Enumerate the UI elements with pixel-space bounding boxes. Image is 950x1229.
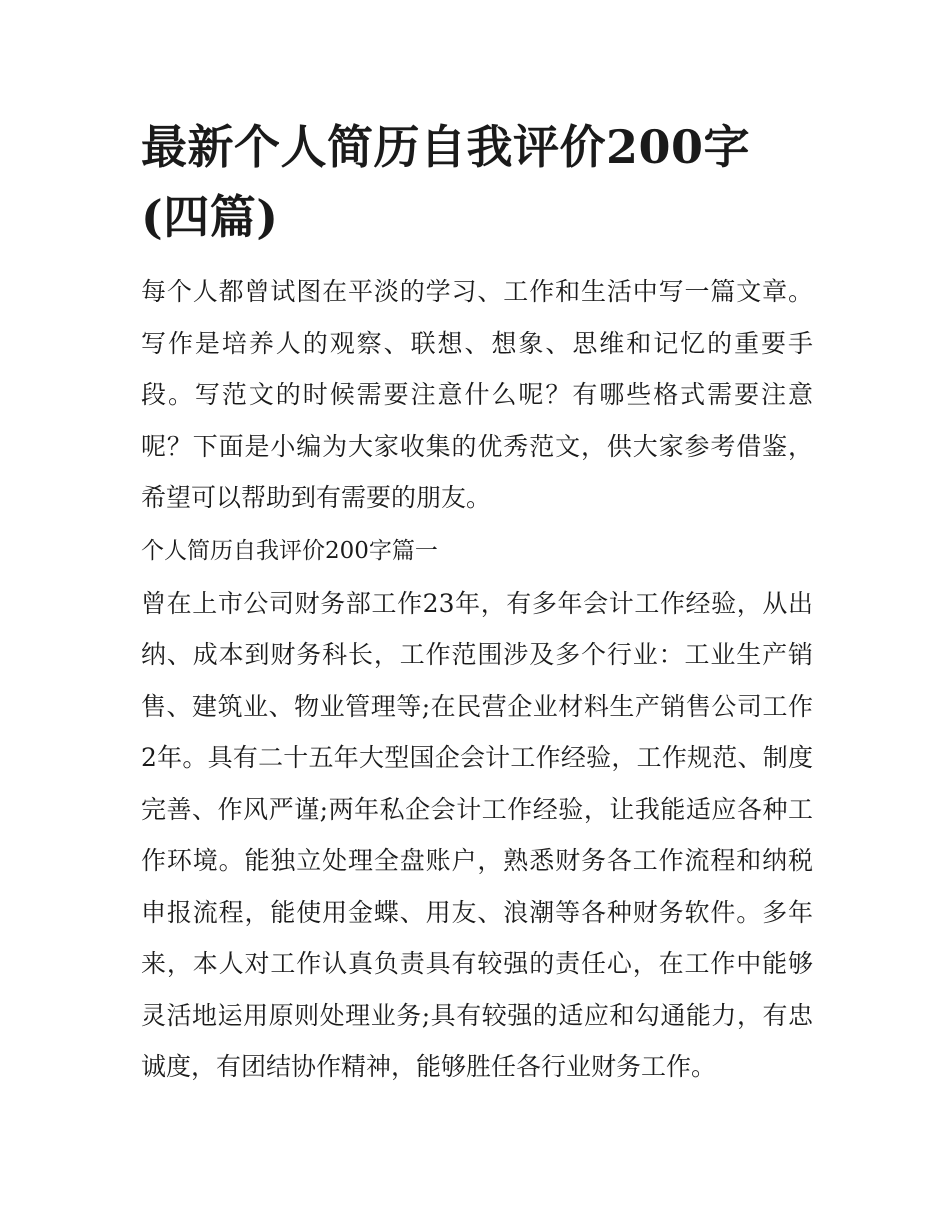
document-title: 最新个人简历自我评价200字(四篇) [141, 120, 751, 244]
document-content [141, 112, 813, 1093]
section-body-1: 曾在上市公司财务部工作23年，有多年会计工作经验，从出纳、成本到财务科长，工作范围涉及多个行业：工业生产销售、建筑业、物业管理等;在民营企业材料生产销售公司工作2年。具有二十五年大型国企会计工作经验，工作规范、制度完善、作风严谨;两年私企会计工作经验，让我能适应各种工作环境。能独立处理全盘账户，熟悉财务各工作流程和纳税申报流程，能使用金蝶、用友、浪潮等各种财务软件。多年来，本人对工作认真负责具有较强的责任心，在工作中能够灵活地运用原则处理业务;具有较强的适应和勾通能力，有忠诚度，有团结协作精神，能够胜任各行业财务工作。 [141, 588, 813, 1081]
section-heading-1: 个人简历自我评价200字篇一 [141, 537, 438, 564]
intro-paragraph: 每个人都曾试图在平淡的学习、工作和生活中写一篇文章。写作是培养人的观察、联想、想象、思维和记忆的重要手段。写范文的时候需要注意什么呢？有哪些格式需要注意呢？下面是小编为大家收集的优秀范文，供大家参考借鉴，希望可以帮助到有需要的朋友。 [141, 277, 813, 512]
